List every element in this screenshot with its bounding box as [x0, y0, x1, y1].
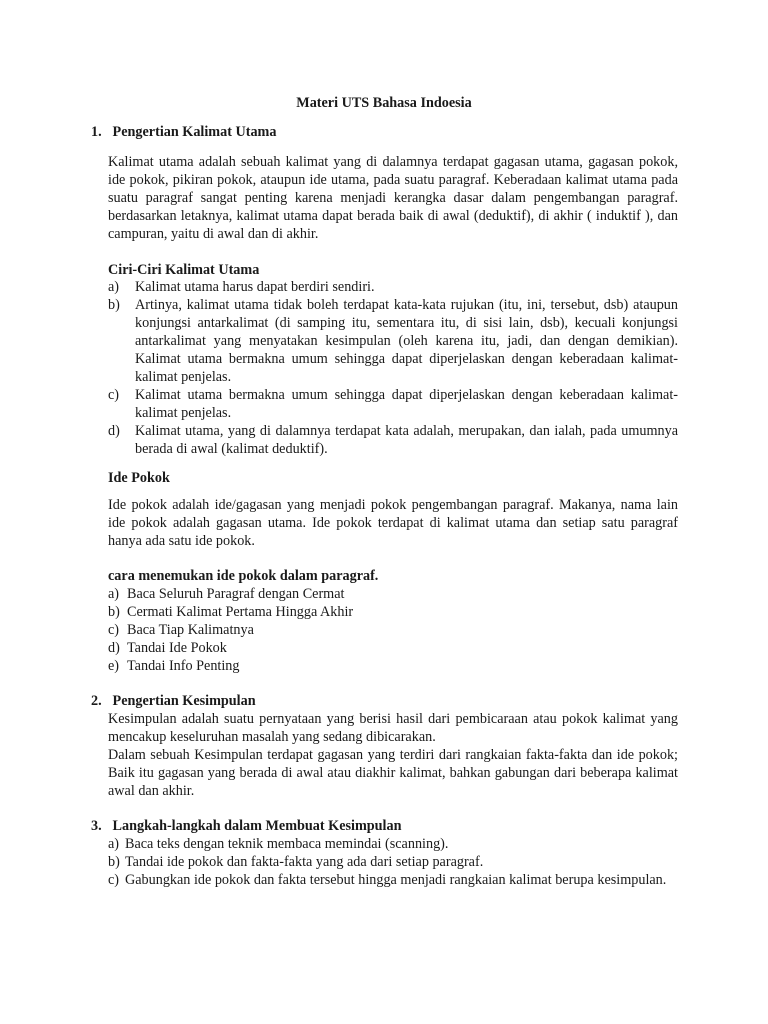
list-item [108, 296, 678, 386]
list-item-text: Gabungkan ide pokok dan fakta tersebut hingga menjadi rangkaian kalimat berupa kesimpulan. [125, 872, 667, 888]
document-title: Materi UTS Bahasa Indoesia [296, 95, 472, 111]
list-marker: c) [108, 387, 120, 403]
list-item [108, 422, 678, 458]
section-2-title: Pengertian Kesimpulan [112, 693, 256, 709]
list-item-text: Tandai Info Penting [127, 658, 240, 674]
list-item-text: Baca Tiap Kalimatnya [127, 622, 254, 638]
section-3-heading [91, 817, 402, 835]
list-item [108, 871, 678, 889]
section-2-heading [91, 692, 256, 710]
section-2-number: 2. [91, 693, 102, 709]
list-item-text: Kalimat utama, yang di dalamnya terdapat kata adalah, merupakan, dan ialah, pada umumnya berada di awal (kalimat deduktif). [135, 423, 678, 457]
ide-pokok-paragraph: Ide pokok adalah ide/gagasan yang menjadi pokok pengembangan paragraf. Makanya, nama lain ide pokok adalah gagasan utama. Ide pokok terdapat di kalimat utama dan setiap satu paragraf hanya ada satu ide pokok. [108, 497, 678, 549]
list-marker: e) [108, 658, 120, 674]
list-marker: a) [108, 279, 120, 295]
list-marker: b) [108, 604, 120, 620]
list-marker: c) [108, 622, 120, 638]
list-marker: d) [108, 640, 120, 656]
list-item [108, 621, 678, 639]
list-item [108, 278, 678, 296]
list-marker: b) [108, 854, 120, 870]
ide-pokok-heading: Ide Pokok [108, 470, 170, 486]
section-2-paragraph-2: Dalam sebuah Kesimpulan terdapat gagasan yang terdiri dari rangkaian fakta-fakta dan ide pokok; Baik itu gagasan yang berada di awal atau diakhir kalimat, bahkan gabungan dari beberapa kalimat awal dan akhir. [108, 747, 678, 799]
list-item-text: Baca Seluruh Paragraf dengan Cermat [127, 586, 345, 602]
section-1-paragraph: Kalimat utama adalah sebuah kalimat yang di dalamnya terdapat gagasan utama, gagasan pokok, ide pokok, pikiran pokok, ataupun ide utama, pada suatu paragraf. Keberadaan kalimat utama pada suatu paragraf sangat penting karena menjadi kerangka dasar dalam pengembangan paragraf. berdasarkan letaknya, kalimat utama dapat berada baik di awal (deduktif), di akhir ( induktif ), dan campuran, yaitu di awal dan di akhir. [108, 154, 678, 242]
section-1-title: Pengertian Kalimat Utama [112, 124, 277, 140]
section-2-paragraph-1: Kesimpulan adalah suatu pernyataan yang berisi hasil dari pembicaraan atau pokok kalimat yang mencakup keseluruhan masalah yang sedang dibicarakan. [108, 711, 678, 745]
list-item [108, 639, 678, 657]
list-item [108, 386, 678, 422]
section-1-heading [91, 123, 276, 141]
list-item [108, 853, 678, 871]
list-marker: a) [108, 586, 120, 602]
list-item-text: Tandai ide pokok dan fakta-fakta yang ada dari setiap paragraf. [125, 854, 484, 870]
section-1-number: 1. [91, 124, 102, 140]
list-item-text: Baca teks dengan teknik membaca memindai (scanning). [125, 836, 449, 852]
list-marker: d) [108, 423, 120, 439]
ciri-list [108, 278, 678, 458]
list-item-text: Kalimat utama bermakna umum sehingga dapat diperjelaskan dengan keberadaan kalimat-kalimat penjelas. [135, 387, 678, 421]
langkah-list [108, 835, 678, 889]
section-3-title: Langkah-langkah dalam Membuat Kesimpulan [112, 818, 402, 834]
list-item [108, 585, 678, 603]
cara-heading: cara menemukan ide pokok dalam paragraf. [108, 568, 379, 584]
list-item [108, 657, 678, 675]
list-item-text: Artinya, kalimat utama tidak boleh terdapat kata-kata rujukan (itu, ini, tersebut, dsb) ataupun konjungsi antarkalimat (di samping itu, sementara itu, di sisi lain, dsb), kecuali konjungsi antarkalimat yang menyatakan kesimpulan (oleh karena itu, jadi, dan dengan demikian). Kalimat utama bermakna umum sehingga dapat diperjelaskan dengan keberadaan kalimat-kalimat penjelas. [135, 297, 678, 385]
list-item-text: Cermati Kalimat Pertama Hingga Akhir [127, 604, 354, 620]
ciri-heading: Ciri-Ciri Kalimat Utama [108, 262, 260, 278]
list-marker: c) [108, 872, 120, 888]
list-item-text: Kalimat utama harus dapat berdiri sendiri. [135, 279, 375, 295]
list-item [108, 835, 678, 853]
list-item-text: Tandai Ide Pokok [127, 640, 227, 656]
list-marker: b) [108, 297, 120, 313]
cara-list [108, 585, 678, 675]
list-marker: a) [108, 836, 120, 852]
list-item [108, 603, 678, 621]
section-3-number: 3. [91, 818, 102, 834]
